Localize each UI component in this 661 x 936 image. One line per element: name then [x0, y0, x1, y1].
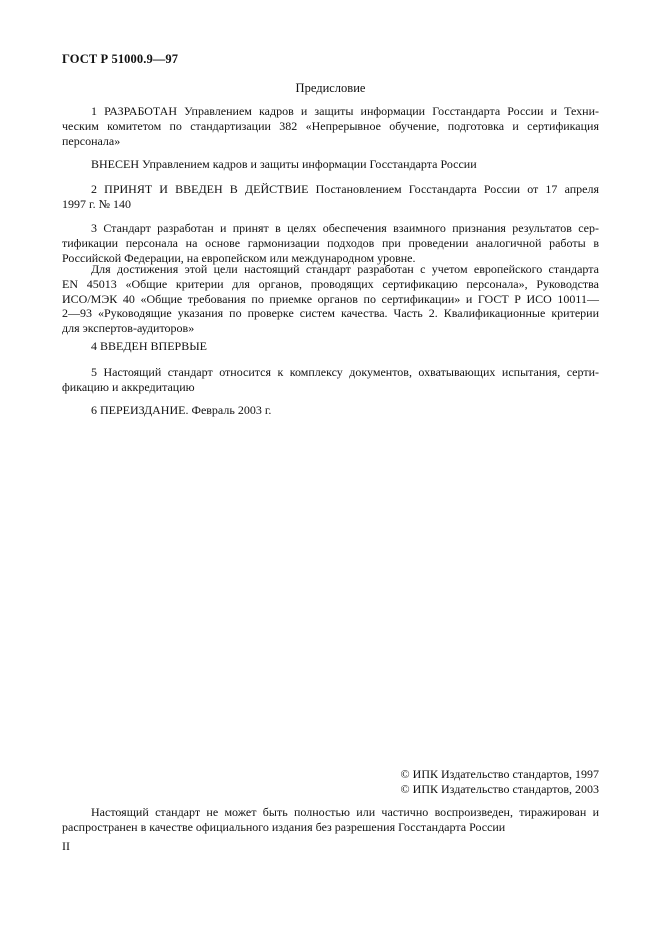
- text-line: 3 Стандарт разработан и принят в целях обеспечения взаимного признания результатов сер-: [91, 221, 599, 235]
- text-line: 1 РАЗРАБОТАН Управлением кадров и защиты информации Госстандарта России и Техни-: [91, 104, 599, 118]
- paragraph-adopted: [62, 182, 599, 212]
- text-line: для экспертов-аудиторов»: [62, 321, 195, 336]
- copyright-line: © ИПК Издательство стандартов, 2003: [400, 781, 599, 796]
- text-line: тификации персонала на основе гармонизации подходов при проведении аналогичной работы в: [62, 235, 599, 250]
- paragraph-reissue: [62, 403, 599, 418]
- text-line: фикацию и аккредитацию: [62, 379, 195, 394]
- page-number: II: [62, 839, 70, 853]
- copyright-line: © ИПК Издательство стандартов, 1997: [400, 767, 599, 781]
- text-line: ческим комитетом по стандартизации 382 «Непрерывное обучение, подготовка и сертификация: [62, 118, 599, 133]
- text-line: Настоящий стандарт не может быть полностью или частично воспроизведен, тиражирован и: [91, 805, 599, 819]
- paragraph-introduced-by: [62, 157, 599, 172]
- text-line: персонала»: [62, 133, 121, 148]
- text-line: 6 ПЕРЕИЗДАНИЕ. Февраль 2003 г.: [91, 403, 272, 417]
- reproduction-notice: [62, 805, 599, 835]
- paragraph-first-introduced: [62, 339, 599, 354]
- text-line: Для достижения этой цели настоящий стандарт разработан с учетом европейского стандарта: [91, 262, 599, 276]
- text-line: 2 ПРИНЯТ И ВВЕДЕН В ДЕЙСТВИЕ Постановлением Госстандарта России от 17 апреля: [91, 182, 599, 196]
- text-line: 1997 г. № 140: [62, 196, 132, 211]
- text-line: распространен в качестве официального издания без разрешения Госстандарта России: [62, 819, 506, 834]
- text-line: ВНЕСЕН Управлением кадров и защиты информации Госстандарта России: [91, 157, 477, 171]
- text-line: 2—93 «Руководящие указания по проверке систем качества. Часть 2. Квалификационные критерии: [62, 306, 599, 321]
- text-line: 4 ВВЕДЕН ВПЕРВЫЕ: [91, 339, 207, 353]
- text-line: Российской Федерации, на европейском или международном уровне.: [62, 250, 416, 265]
- paragraph-scope: [62, 365, 599, 395]
- text-line: EN 45013 «Общие критерии для органов, проводящих сертификацию персонала», Руководства: [62, 276, 599, 291]
- paragraph-references: [62, 262, 599, 336]
- section-title: Предисловие: [295, 81, 366, 95]
- copyright-block: [401, 767, 599, 797]
- text-line: ИСО/МЭК 40 «Общие требования по приемке органов по сертификации» и ГОСТ Р ИСО 10011—: [62, 291, 599, 306]
- paragraph-purpose: [62, 221, 599, 265]
- text-line: 5 Настоящий стандарт относится к комплексу документов, охватывающих испытания, серти-: [91, 365, 599, 379]
- paragraph-developed-by: [62, 104, 599, 148]
- document-code: ГОСТ Р 51000.9—97: [62, 52, 179, 66]
